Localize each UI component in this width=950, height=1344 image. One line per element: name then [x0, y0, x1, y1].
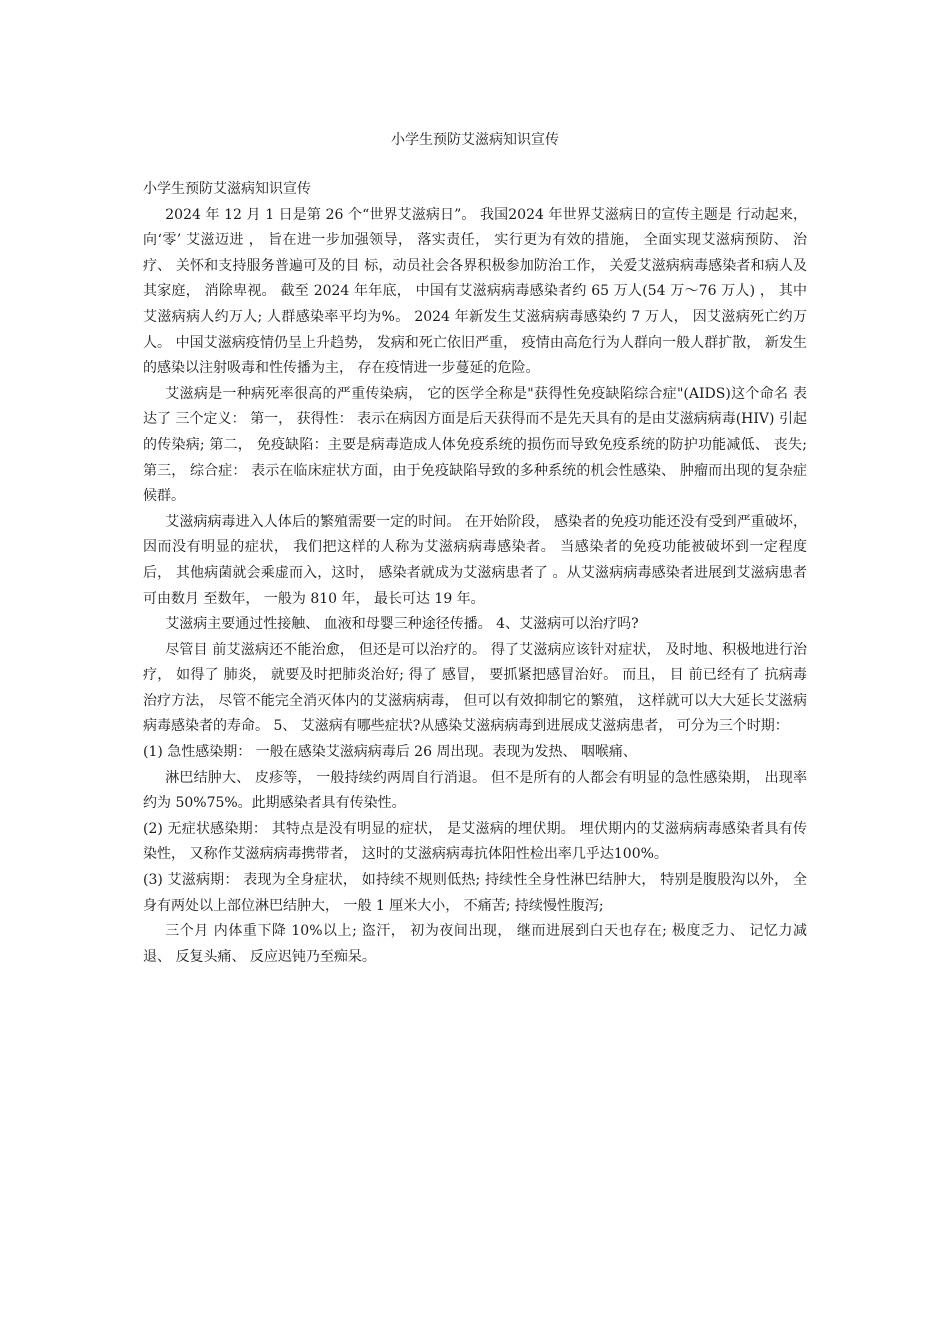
- document-subtitle: 小学生预防艾滋病知识宣传: [143, 181, 311, 197]
- stage-3-continuation: 三个月 内体重下降 10%以上; 盗汗， 初为夜间出现， 继而进展到白天也存在; 极度乏力、 记忆力减退、 反复头痛、 反应迟钝乃至痴呆。: [143, 923, 807, 965]
- paragraph-treatment: 尽管目 前艾滋病还不能治愈， 但还是可以治疗的。 得了艾滋病应该针对症状， 及时地、积极地进行治疗， 如得了 肺炎， 就要及时把肺炎治好; 得了 感冒， 要抓紧把感冒治好。 而且， 目 前已经有了 抗病毒治疗方法， 尽管不能完全消灭体内的艾滋病病毒， 但可以有效抑制它的繁殖， 这样就可以大大延长艾滋病病毒感染者的寿命。 5、 艾滋病有哪些症状?从感染艾滋病病毒到进展成艾滋病患者， 可分为三个时期：: [143, 641, 807, 735]
- stage-1-description: 淋巴结肿大、 皮疹等， 一般持续约两周自行消退。 但不是所有的人都会有明显的急性感染期， 出现率约为 50%75%。此期感染者具有传染性。: [143, 769, 807, 812]
- document-title: 小学生预防艾滋病知识宣传: [391, 132, 559, 148]
- stage-3-description: (3) 艾滋病期： 表现为全身症状， 如持续不规则低热; 持续性全身性淋巴结肿大， 特别是腹股沟以外， 全身有两处以上部位淋巴结肿大， 一般 1 厘米大小， 不痛苦; 持续慢性腹泻;: [143, 872, 807, 914]
- paragraph-infection-progress: 艾滋病病毒进入人体后的繁殖需要一定的时间。 在开始阶段， 感染者的免疫功能还没有受到严重破坏， 因而没有明显的症状， 我们把这样的人称为艾滋病病毒感染者。 当感染者的免疫功能被破坏到一定程度后， 其他病菌就会乘虚而入，这时， 感染者就成为艾滋病患者了 。从艾滋病病毒感染者进展到艾滋病患者可由数月 至数年， 一般为 810 年， 最长可达 19 年。: [143, 513, 807, 607]
- document-body: [143, 177, 807, 970]
- stage-2-description: (2) 无症状感染期： 其特点是没有明显的症状， 是艾滋病的埋伏期。 埋伏期内的艾滋病病毒感染者具有传染性， 又称作艾滋病病毒携带者， 这时的艾滋病病毒抗体阳性检出率几乎达100%。: [143, 820, 807, 863]
- paragraph-aids-definition: 艾滋病是一种病死率很高的严重传染病， 它的医学全称是"获得性免疫缺陷综合症"(AIDS)这个命名 表达了 三个定义： 第一， 获得性： 表示在病因方面是后天获得而不是先天具有的是由艾滋病病毒(HIV) 引起的传染病; 第二， 免疫缺陷：主要是病毒造成人体免疫系统的损伤而导致免疫系统的防护功能减低、 丧失; 第三， 综合症： 表示在临床症状方面，由于免疫缺陷导致的多种系统的机会性感染、 肿瘤而出现的复杂症候群。: [143, 385, 807, 505]
- paragraph-transmission: 艾滋病主要通过性接触、 血液和母婴三种途径传播。 4、艾滋病可以治疗吗?: [165, 616, 639, 633]
- stage-1-heading-line: (1) 急性感染期： 一般在感染艾滋病病毒后 26 周出现。表现为发热、 咽喉痛、: [143, 744, 637, 761]
- paragraph-world-aids-day: 2024 年 12 月 1 日是第 26 个“世界艾滋病日”。 我国2024 年世界艾滋病日的宣传主题是 行动起来， 向‘零’ 艾滋迈进 ， 旨在进一步加强领导， 落实责任， 实行更为有效的措施， 全面实现艾滋病预防、 治疗、 关怀和支持服务普遍可及的目 标，动员社会各界积极参加防治工作， 关爱艾滋病病毒感染者和病人及其家庭， 消除卑视。 截至 2024 年年底， 中国有艾滋病病毒感染者约 65 万人(54 万～76 万人) ， 其中艾滋病病人约万人; 人群感染率平均为%。 2024 年新发生艾滋病病毒感染约 7 万人， 因艾滋病死亡约万人。 中国艾滋病疫情仍呈上升趋势， 发病和死亡依旧严重， 疫情由高危行为人群向一般人群扩散， 新发生的感染以注射吸毒和性传播为主， 存在疫情进一步蔓延的危险。: [143, 206, 807, 377]
